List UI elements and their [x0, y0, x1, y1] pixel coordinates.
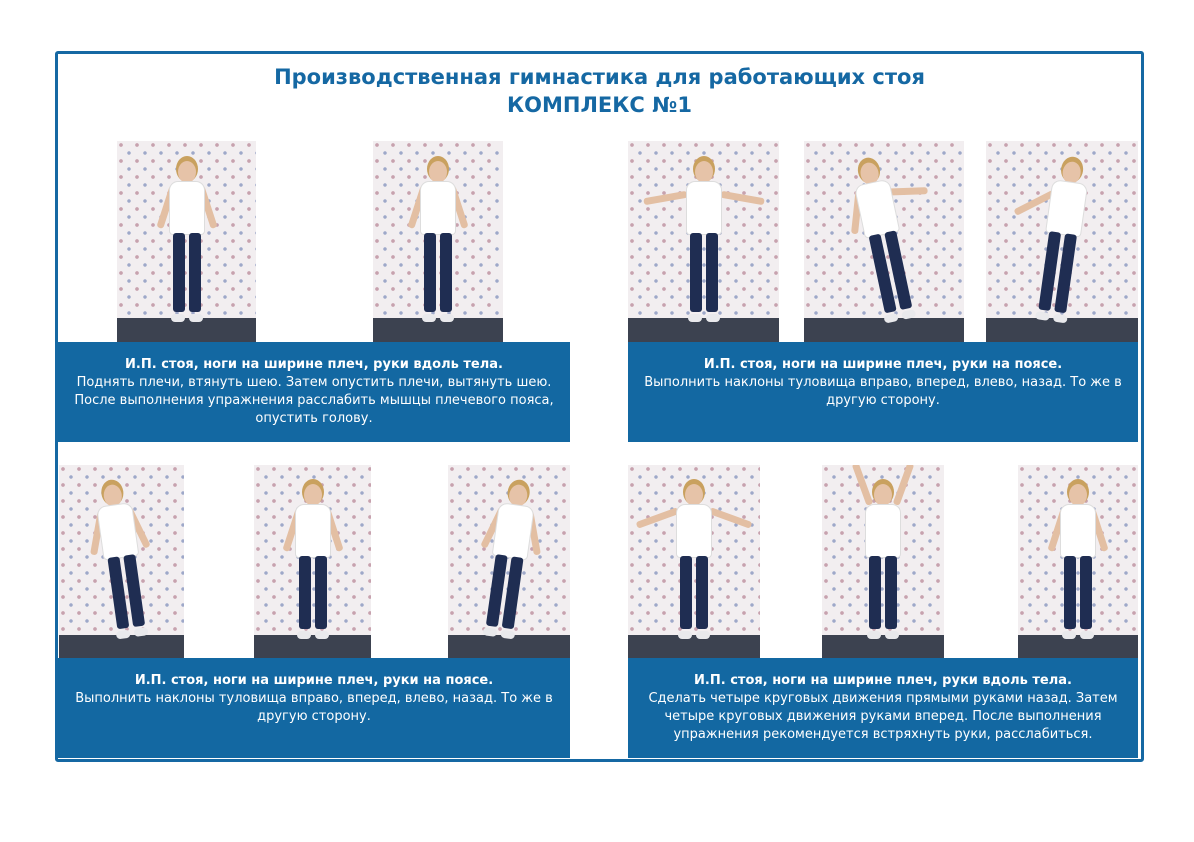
exercise-4-photo-2: [822, 465, 944, 658]
exercise-4-photo-1: [628, 465, 760, 658]
exercise-4-photo-3: [1018, 465, 1138, 658]
title-line-2: КОМПЛЕКС №1: [506, 93, 693, 117]
exercise-4-caption: [628, 658, 1138, 758]
exercise-2-photo-1: [628, 141, 779, 342]
exercise-1-caption: [58, 342, 570, 442]
exercise-1-photo-2: [373, 141, 503, 342]
exercise-2-position: И.П. стоя, ноги на ширине плеч, руки на поясе.: [703, 357, 1063, 372]
exercise-4-position: И.П. стоя, ноги на ширине плеч, руки вдоль тела.: [694, 673, 1072, 688]
exercise-3-caption: [58, 658, 570, 758]
exercise-1-position: И.П. стоя, ноги на ширине плеч, руки вдоль тела.: [125, 357, 503, 372]
exercise-4-description: Сделать четыре круговых движения прямыми руками назад. Затем четыре круговых движения руками вперед. После выполнения упражнения рекомендуется встряхнуть руки, расслабиться.: [648, 691, 1118, 742]
exercise-2-description: Выполнить наклоны туловища вправо, вперед, влево, назад. То же в другую сторону.: [644, 375, 1122, 408]
exercise-3-description: Выполнить наклоны туловища вправо, вперед, влево, назад. То же в другую сторону.: [75, 691, 553, 724]
exercise-3-photo-3: [448, 465, 570, 658]
exercise-3-photo-2: [254, 465, 371, 658]
exercise-3-position: И.П. стоя, ноги на ширине плеч, руки на поясе.: [134, 673, 494, 688]
exercise-1-photo-1: [117, 141, 256, 342]
exercise-3-photo-1: [59, 465, 184, 658]
exercise-1-description: Поднять плечи, втянуть шею. Затем опустить плечи, вытянуть шею. После выполнения упражнения расслабить мышцы плечевого пояса, опустить голову.: [74, 375, 554, 426]
exercise-2-photo-2: [804, 141, 964, 342]
title-line-1: Производственная гимнастика для работающих стоя: [274, 65, 925, 89]
exercise-2-photo-3: [986, 141, 1138, 342]
page-title: [58, 63, 1141, 119]
exercise-2-caption: [628, 342, 1138, 442]
